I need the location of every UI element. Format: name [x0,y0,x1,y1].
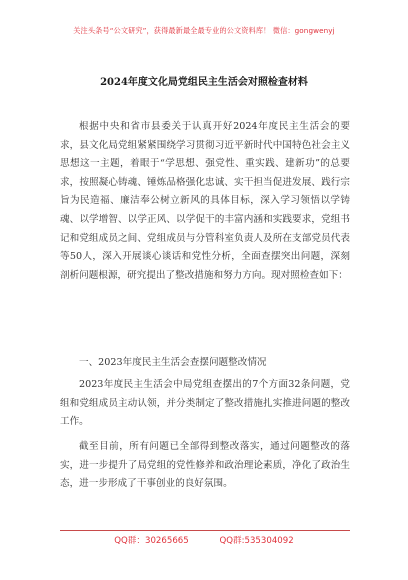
footer [0,534,408,546]
top-banner: 关注头条号“公文研究”，获得最新最全最专业的公文资料库！ 微信：gongwenyj [73,26,335,35]
footer-divider [60,530,350,531]
section-heading: 一、2023年度民主生活会查摆问题整改情况 [79,357,267,368]
paragraph-2023-issues: 2023年度民主生活会中局党组查摆出的7个方面32条问题，党组和党组成员主动认领，并分类制定了整改措施扎实推进问题的整改工作。 [60,379,350,428]
document-title: 2024年度文化局党组民主生活会对照检查材料 [100,77,308,88]
footer-qq-group-1: QQ群：30265665 [114,536,189,546]
intro-paragraph: 根据中央和省市县委关于认真开好2024年度民主生活会的要求，县文化局党组紧紧围绕学习贯彻习近平新时代中国特色社会主义思想这一主题，着眼于“学思想、强党性、重实践、建新功”的总要求，按照凝心铸魂、锤炼品格强化忠诚、实干担当促进发展、践行宗旨为民造福、廉洁奉公树立新风的具体目标，深入学习领悟以学铸魂、以学增智、以学正风、以学促干的丰富内涵和实践要求，党组书记和党组成员之间、党组成员与分管科室负责人及所在支部党员代表等50人，深入开展谈心谈话和党性分析，全面查摆突出问题，深刻剖析问题根源，研究提出了整改措施和努力方向。现对照检查如下： [60,121,350,281]
footer-qq-group-2: QQ群:535304092 [219,536,294,546]
paragraph-rectification: 截至目前，所有问题已全部得到整改落实，通过问题整改的落实，进一步提升了局党组的党性修养和政治理论素质，净化了政治生态，进一步形成了干事创业的良好氛围。 [60,441,350,490]
